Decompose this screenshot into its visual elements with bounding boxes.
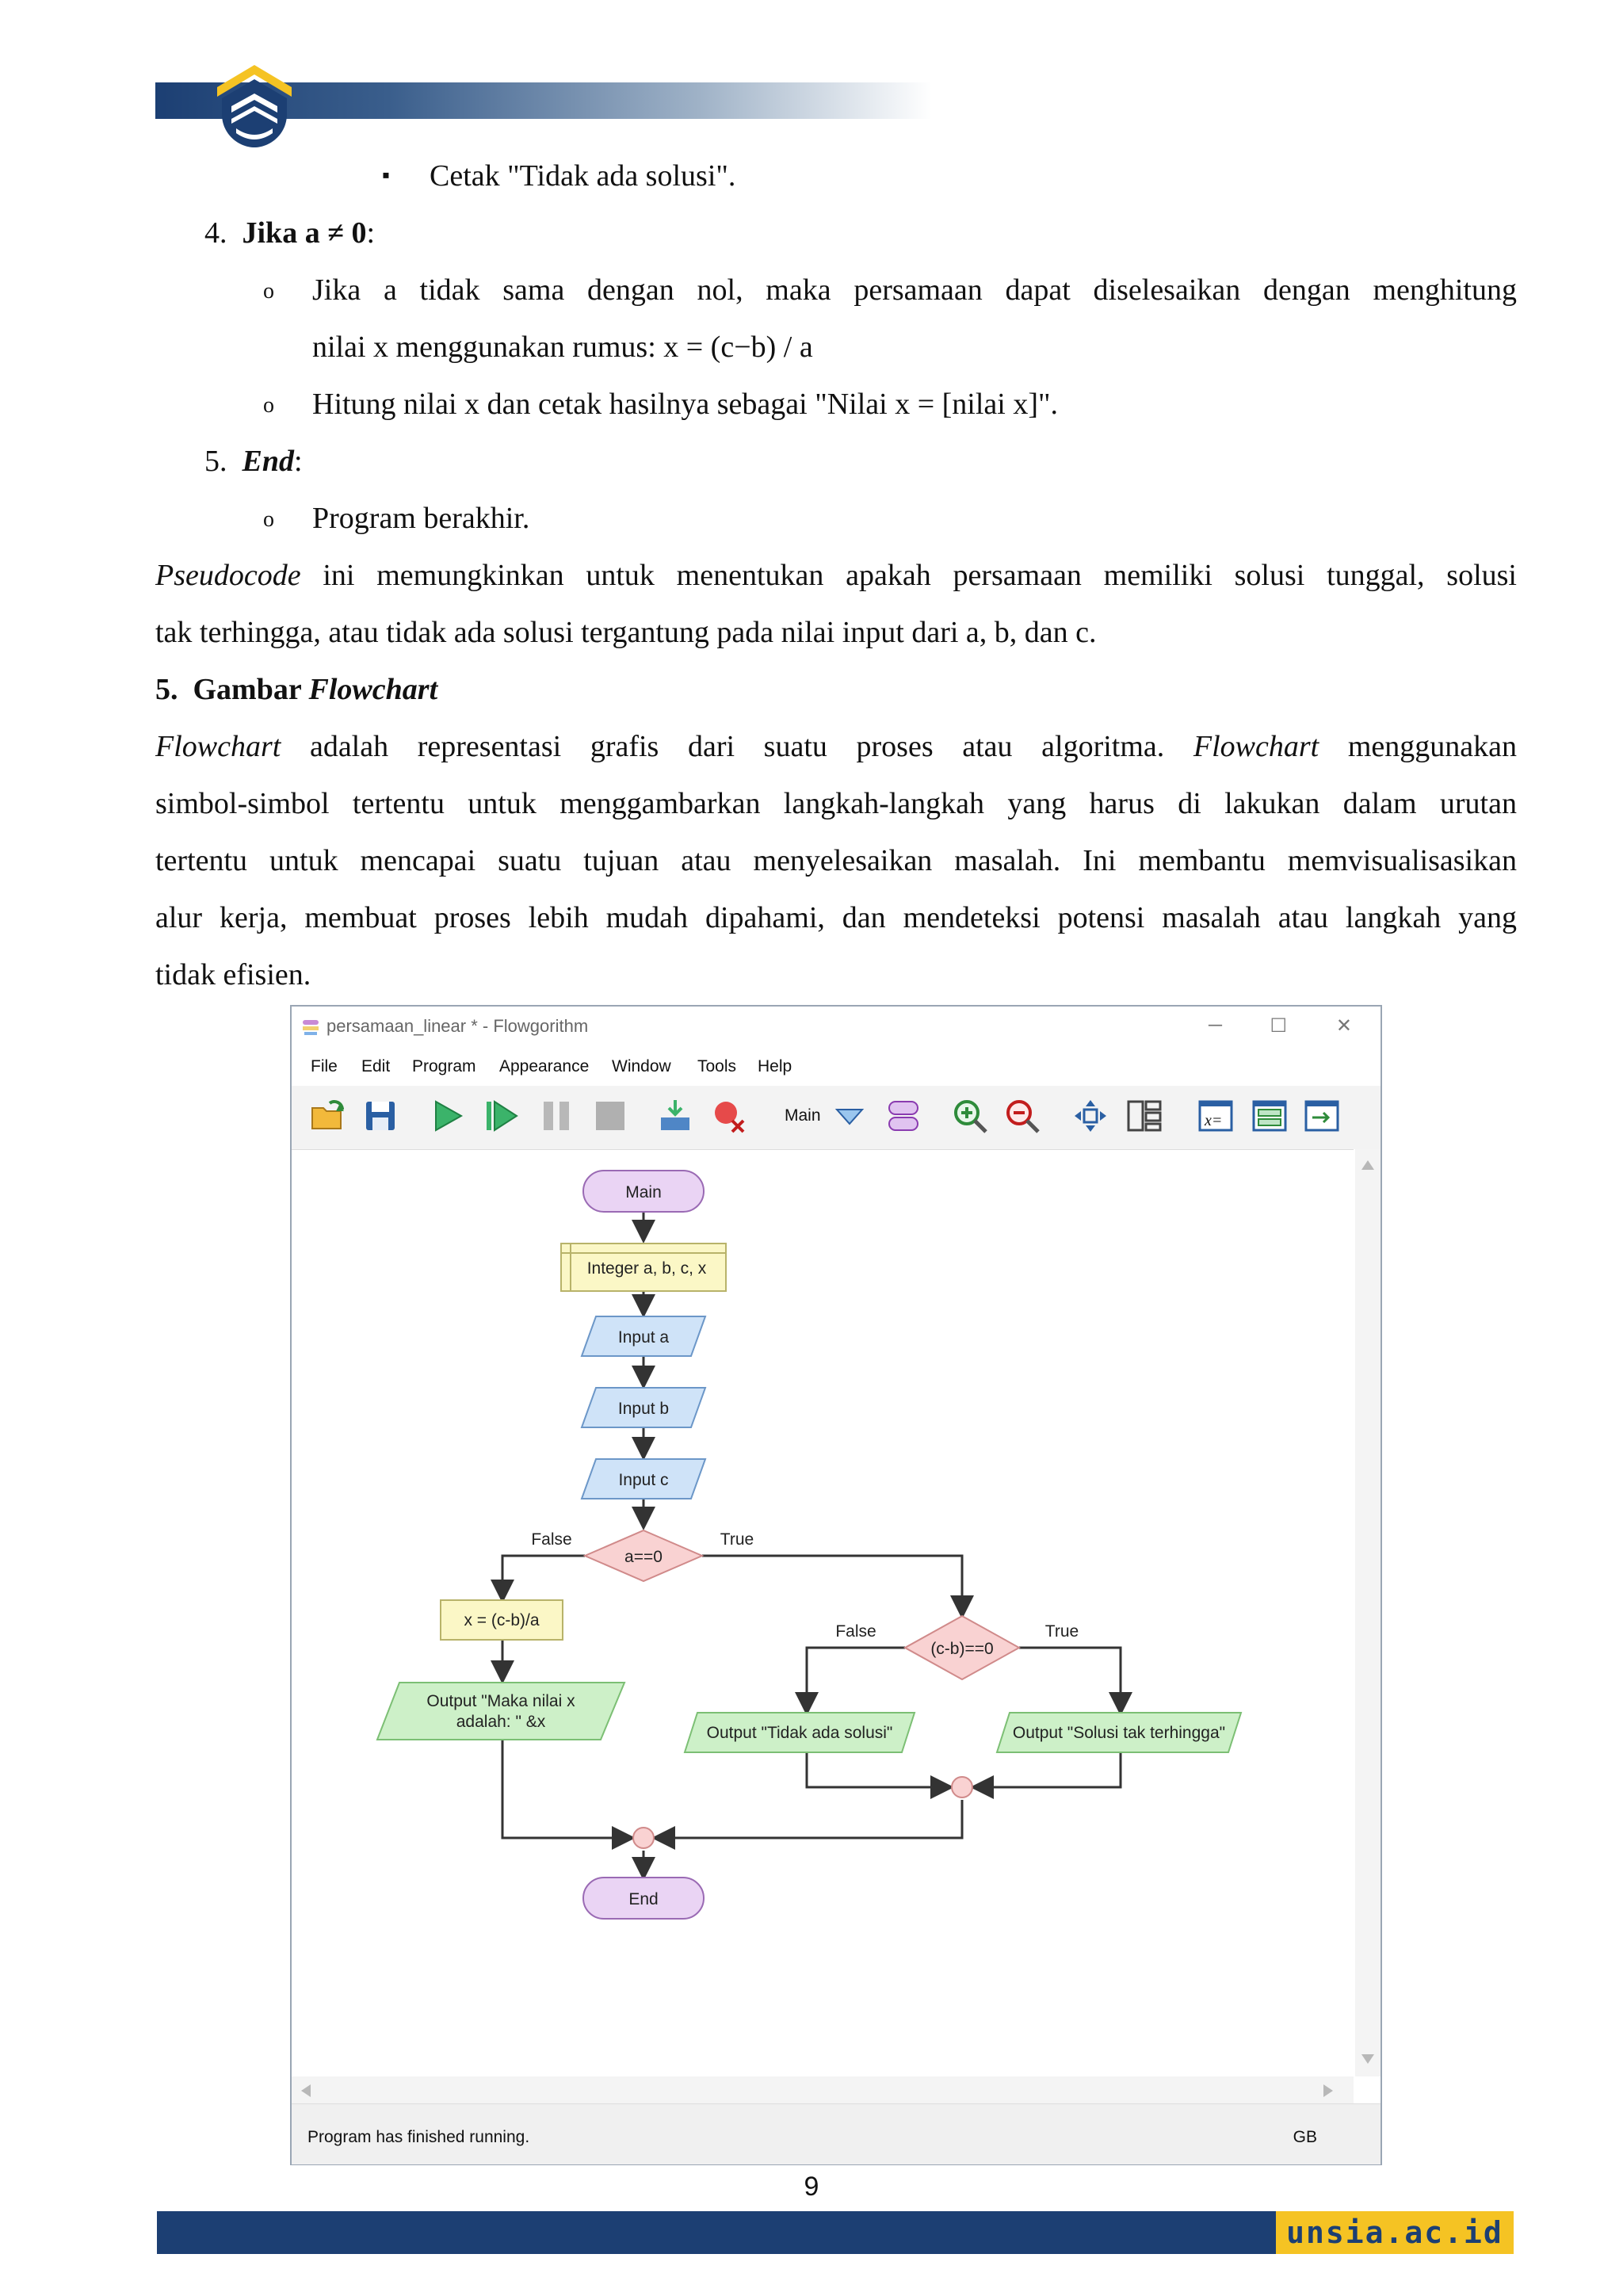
decision-cb-zero-label: (c-b)==0 (930, 1640, 994, 1658)
svg-text:x=: x= (1205, 1112, 1223, 1129)
false-label: False (531, 1530, 572, 1549)
merge-point (952, 1777, 972, 1797)
zoom-out-icon[interactable] (1003, 1097, 1041, 1135)
section-title-bold: Gambar (193, 673, 302, 706)
true-label: True (720, 1530, 754, 1549)
declare-label: Integer a, b, c, x (586, 1259, 707, 1278)
paragraph-flowchart-line-2: simbol-simbol tertentu untuk menggambarkan langkah-langkah yang harus di lakukan dalam urutan (155, 787, 1517, 820)
pseudocode-term: Pseudocode (155, 559, 301, 592)
scroll-right-icon[interactable] (1322, 2083, 1335, 2099)
end-label: End (628, 1890, 659, 1908)
language-indicator: GB (1293, 2128, 1317, 2146)
step-4-item-1-line-2: nilai x menggunakan rumus: x = (c−b) / a (312, 330, 813, 364)
flowchart (292, 1150, 1354, 2077)
step-5-colon: : (293, 445, 303, 478)
dropdown-icon[interactable] (831, 1097, 869, 1135)
connector (702, 1556, 962, 1614)
section-number: 5. (155, 673, 178, 706)
paragraph-flowchart-line-4: alur kerja, membuat proses lebih mudah dipahami, dan mendeteksi potensi masalah atau langkah yang (155, 901, 1517, 934)
paragraph-pseudocode-line-2: tak terhingga, atau tidak ada solusi tergantung pada nilai input dari a, b, dan c. (155, 616, 1097, 649)
output-result-line-2: adalah: " &x (456, 1713, 546, 1731)
input-c-label: Input c (618, 1471, 669, 1489)
input-a-label: Input a (617, 1328, 670, 1347)
scroll-left-icon[interactable] (300, 2083, 312, 2099)
scroll-down-icon[interactable] (1360, 2053, 1376, 2065)
menu-help[interactable]: Help (758, 1057, 792, 1075)
unsia-logo (212, 62, 296, 151)
menu-tools[interactable]: Tools (697, 1057, 737, 1075)
function-select[interactable]: Main (785, 1106, 821, 1125)
step-4-item-1 (312, 262, 1517, 376)
step-4-label: Jika a ≠ 0 (242, 216, 367, 250)
menu-edit[interactable]: Edit (361, 1057, 391, 1075)
panels-icon[interactable] (1125, 1097, 1163, 1135)
input-b-label: Input b (617, 1400, 670, 1418)
true-label: True (1044, 1622, 1079, 1641)
circle-bullet-icon: o (263, 507, 274, 532)
minimize-icon[interactable]: ─ (1208, 1014, 1222, 1036)
output-icon[interactable] (1251, 1097, 1289, 1135)
status-text: Program has finished running. (307, 2128, 530, 2146)
page-number: 9 (804, 2172, 819, 2202)
save-icon[interactable] (361, 1097, 399, 1135)
flowchart-canvas[interactable] (292, 1149, 1354, 2077)
footer-site-badge: unsia.ac.id (1276, 2211, 1514, 2254)
assign-label: x = (c-b)/a (464, 1611, 540, 1629)
output-result-box[interactable] (377, 1683, 624, 1740)
step-4-item-2: Hitung nilai x dan cetak hasilnya sebagai "Nilai x = [nilai x]". (312, 388, 1058, 421)
flowgorithm-app-icon (301, 1018, 320, 1037)
menu-program[interactable]: Program (412, 1057, 476, 1075)
step-4-item-1-line-1: Jika a tidak sama dengan nol, maka persamaan dapat diselesaikan dengan menghitung (312, 273, 1517, 307)
paragraph-flowchart-line-5: tidak efisien. (155, 958, 311, 991)
footer-bar (157, 2211, 1276, 2254)
paragraph-flowchart-line-1: Flowchart adalah representasi grafis dari suatu proses atau algoritma. Flowchart menggunakan (155, 730, 1517, 763)
menu-file[interactable]: File (311, 1057, 338, 1075)
circle-bullet-icon: o (263, 279, 274, 304)
step-4-number: 4. (204, 216, 227, 250)
paragraph-flowchart-line-3: tertentu untuk mencapai suatu tujuan atau menyelesaikan masalah. Ini membantu memvisualisasikan (155, 844, 1517, 877)
menu-window[interactable]: Window (612, 1057, 671, 1075)
section-title-italic: Flowchart (308, 673, 438, 706)
vertical-scrollbar[interactable] (1355, 1149, 1381, 2076)
zoom-in-icon[interactable] (951, 1097, 989, 1135)
step-4-colon: : (366, 216, 376, 250)
merge-point (633, 1828, 654, 1848)
clear-breakpoint-icon[interactable] (710, 1097, 748, 1135)
breakpoint-icon[interactable] (656, 1097, 694, 1135)
title-bar (292, 1007, 1381, 1049)
scroll-up-icon[interactable] (1360, 1159, 1376, 1171)
bullet-square-icon: ▪ (382, 163, 390, 188)
flowgorithm-window (290, 1005, 1382, 2165)
false-label: False (835, 1622, 876, 1641)
paragraph-flowchart (155, 718, 1517, 1003)
step-4 (204, 204, 375, 262)
menu-appearance[interactable]: Appearance (499, 1057, 590, 1075)
paragraph-pseudocode-line-1: Pseudocode ini memungkinkan untuk menentukan apakah persamaan memiliki solusi tunggal, solusi (155, 559, 1517, 592)
connector (502, 1740, 631, 1838)
output-no-solution-label: Output "Tidak ada solusi" (706, 1724, 893, 1742)
step-icon[interactable] (482, 1097, 520, 1135)
circle-bullet-icon: o (263, 393, 274, 418)
layout-icon[interactable] (1071, 1097, 1109, 1135)
connector (502, 1556, 585, 1599)
bullet-text: Cetak "Tidak ada solusi". (430, 159, 736, 193)
connector (807, 1648, 905, 1711)
step-5-label: End (242, 445, 294, 478)
maximize-icon[interactable]: ☐ (1270, 1015, 1287, 1037)
stop-icon[interactable] (591, 1097, 629, 1135)
connector (975, 1752, 1121, 1787)
close-icon[interactable]: ✕ (1335, 1015, 1352, 1037)
horizontal-scrollbar[interactable] (292, 2076, 1354, 2103)
console-icon[interactable] (1303, 1097, 1341, 1135)
output-infinite-label: Output "Solusi tak terhingga" (1012, 1724, 1226, 1742)
status-bar (292, 2103, 1381, 2164)
connector (807, 1752, 949, 1787)
window-title: persamaan_linear * - Flowgorithm (327, 1016, 589, 1036)
open-icon[interactable] (309, 1097, 347, 1135)
menu-bar (292, 1049, 1381, 1086)
start-label: Main (625, 1183, 662, 1201)
variables-icon[interactable] (1197, 1097, 1235, 1135)
run-icon[interactable] (428, 1097, 466, 1135)
step-5-number: 5. (204, 445, 227, 478)
step-5-item-1: Program berakhir. (312, 502, 530, 535)
connector (656, 1800, 962, 1838)
pause-icon[interactable] (537, 1097, 575, 1135)
paragraph-pseudocode (155, 547, 1517, 661)
section-heading (155, 661, 437, 718)
function-icon[interactable] (884, 1097, 922, 1135)
output-result-line-1: Output "Maka nilai x (426, 1692, 575, 1710)
toolbar (292, 1086, 1381, 1149)
connector (1019, 1648, 1121, 1711)
step-5 (204, 433, 303, 490)
decision-a-zero-label: a==0 (624, 1548, 663, 1566)
